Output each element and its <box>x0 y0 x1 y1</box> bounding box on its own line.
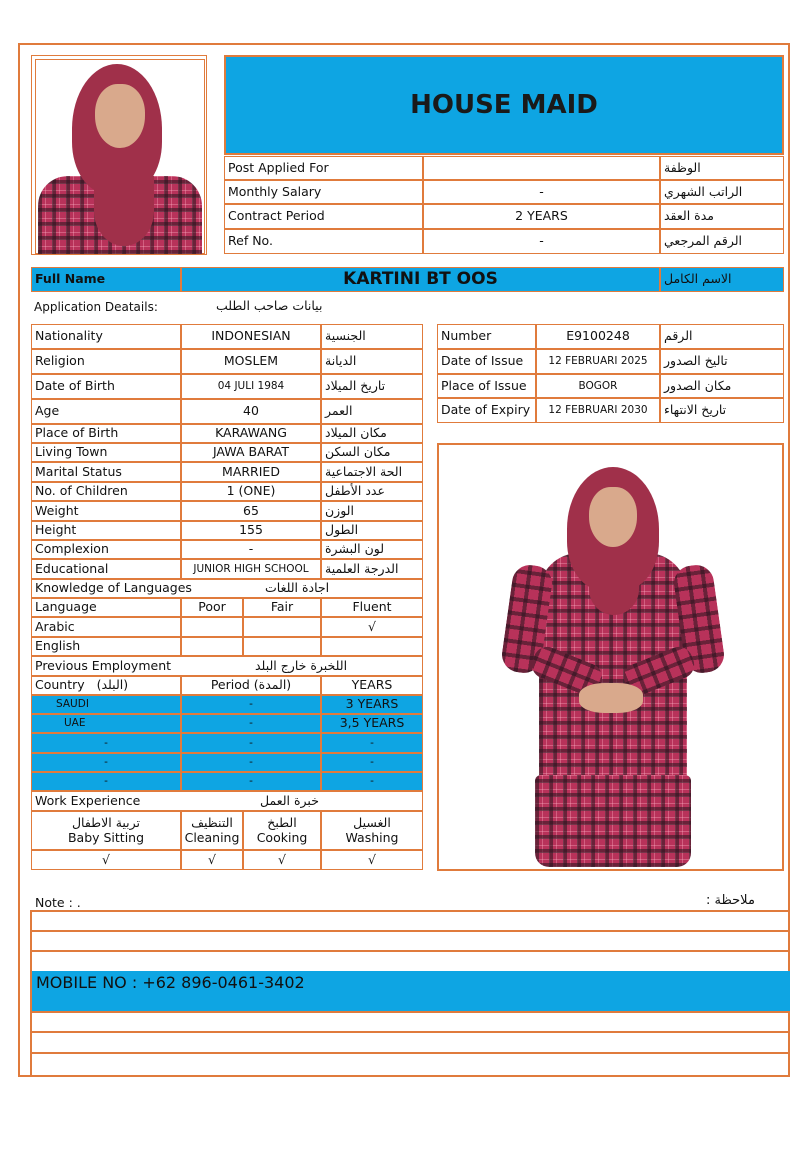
full-name-arabic: الاسم الكامل <box>660 267 784 292</box>
age-value: 40 <box>181 399 321 424</box>
children-arabic: عدد الأطفل <box>321 482 423 501</box>
post-applied-label: Post Applied For <box>224 156 423 180</box>
full-body-photo <box>437 443 784 871</box>
weight-label: Weight <box>31 501 181 521</box>
religion-arabic: الديانة <box>321 349 423 374</box>
living-town-arabic: مكان السكن <box>321 443 423 462</box>
education-label: Educational <box>31 559 181 579</box>
complexion-value: - <box>181 540 321 559</box>
passport-number-label: Number <box>437 324 536 349</box>
full-name-value: KARTINI BT OOS <box>181 267 660 292</box>
experience-label: Work Experience خبرة العمل <box>31 791 423 811</box>
english-language: English <box>31 637 181 656</box>
date-of-issue-label: Date of Issue <box>437 349 536 374</box>
date-of-expiry-arabic: تاريخ الانتهاء <box>660 398 784 423</box>
date-of-expiry-label: Date of Expiry <box>437 398 536 423</box>
country-header: Country (البلد) <box>31 676 181 695</box>
employment-years: 3,5 YEARS <box>321 714 423 733</box>
complexion-arabic: لون البشرة <box>321 540 423 559</box>
poor-header: Poor <box>181 598 243 617</box>
place-of-issue-arabic: مكان الصدور <box>660 374 784 398</box>
divider <box>31 1031 790 1033</box>
place-of-birth-value: KARAWANG <box>181 424 321 443</box>
employment-row: - <box>31 733 181 753</box>
ref-no-label: Ref No. <box>224 229 423 254</box>
divider <box>31 950 790 952</box>
education-arabic: الدرجة العلمية <box>321 559 423 579</box>
language-header: Language <box>31 598 181 617</box>
date-of-issue-value: 12 FEBRUARI 2025 <box>536 349 660 374</box>
children-label: No. of Children <box>31 482 181 501</box>
mobile-banner-strip <box>31 995 790 1011</box>
post-applied-value <box>423 156 660 180</box>
place-of-issue-label: Place of Issue <box>437 374 536 398</box>
monthly-salary-arabic: الراتب الشهري <box>660 180 784 204</box>
fair-header: Fair <box>243 598 321 617</box>
ref-no-arabic: الرقم المرجعي <box>660 229 784 254</box>
place-of-birth-arabic: مكان الميلاد <box>321 424 423 443</box>
baby-sitting-check: √ <box>31 850 181 870</box>
employment-years: - <box>321 772 423 791</box>
religion-value: MOSLEM <box>181 349 321 374</box>
arabic-fair <box>243 617 321 637</box>
dob-arabic: تاريخ الميلاد <box>321 374 423 399</box>
employment-row: UAE <box>31 714 181 733</box>
period-header: Period (المدة) <box>181 676 321 695</box>
children-value: 1 (ONE) <box>181 482 321 501</box>
application-arabic: بيانات صاحب الطلب <box>216 298 323 313</box>
employment-years: 3 YEARS <box>321 695 423 714</box>
marital-status-label: Marital Status <box>31 462 181 482</box>
ref-no-value: - <box>423 229 660 254</box>
cleaning-cell: التنظيف Cleaning <box>181 811 243 850</box>
washing-check: √ <box>321 850 423 870</box>
employment-period: - <box>181 753 321 772</box>
living-town-value: JAWA BARAT <box>181 443 321 462</box>
contract-period-value: 2 YEARS <box>423 204 660 229</box>
place-of-issue-value: BOGOR <box>536 374 660 398</box>
post-applied-arabic: الوظفة <box>660 156 784 180</box>
date-of-expiry-value: 12 FEBRUARI 2030 <box>536 398 660 423</box>
passport-number-arabic: الرقم <box>660 324 784 349</box>
contract-period-label: Contract Period <box>224 204 423 229</box>
portrait-photo <box>31 55 207 255</box>
height-value: 155 <box>181 521 321 540</box>
cleaning-check: √ <box>181 850 243 870</box>
marital-status-value: MARRIED <box>181 462 321 482</box>
passport-number-value: E9100248 <box>536 324 660 349</box>
cooking-check: √ <box>243 850 321 870</box>
arabic-language: Arabic <box>31 617 181 637</box>
dob-value: 04 JULI 1984 <box>181 374 321 399</box>
education-value: JUNIOR HIGH SCHOOL <box>181 559 321 579</box>
contract-period-arabic: مدة العقد <box>660 204 784 229</box>
employment-row: - <box>31 753 181 772</box>
height-label: Height <box>31 521 181 540</box>
age-arabic: العمر <box>321 399 423 424</box>
divider <box>31 1011 790 1013</box>
living-town-label: Living Town <box>31 443 181 462</box>
arabic-poor <box>181 617 243 637</box>
monthly-salary-label: Monthly Salary <box>224 180 423 204</box>
employment-period: - <box>181 772 321 791</box>
note-label: Note : . <box>35 895 81 910</box>
english-fluent <box>321 637 423 656</box>
height-arabic: الطول <box>321 521 423 540</box>
left-border <box>30 910 32 1076</box>
date-of-issue-arabic: تاليخ الصدور <box>660 349 784 374</box>
employment-period: - <box>181 714 321 733</box>
english-poor <box>181 637 243 656</box>
nationality-label: Nationality <box>31 324 181 349</box>
weight-arabic: الوزن <box>321 501 423 521</box>
page-title: HOUSE MAID <box>224 55 784 155</box>
employment-period: - <box>181 733 321 753</box>
washing-cell: الغسيل Washing <box>321 811 423 850</box>
arabic-fluent: √ <box>321 617 423 637</box>
employment-row: - <box>31 772 181 791</box>
complexion-label: Complexion <box>31 540 181 559</box>
age-label: Age <box>31 399 181 424</box>
weight-value: 65 <box>181 501 321 521</box>
marital-status-arabic: الحة الاجتماعية <box>321 462 423 482</box>
languages-label: Knowledge of Languages اجادة اللغات <box>31 579 423 598</box>
years-header: YEARS <box>321 676 423 695</box>
nationality-value: INDONESIAN <box>181 324 321 349</box>
application-label: Application Deatails: <box>34 300 158 314</box>
divider <box>31 930 790 932</box>
note-line <box>31 910 790 912</box>
full-name-label: Full Name <box>31 267 181 292</box>
employment-years: - <box>321 733 423 753</box>
employment-row: SAUDI <box>31 695 181 714</box>
cooking-cell: الطبخ Cooking <box>243 811 321 850</box>
employment-label: Previous Employment اللخبرة خارج البلد <box>31 656 423 676</box>
fluent-header: Fluent <box>321 598 423 617</box>
note-arabic: ملاحظة : <box>706 893 755 908</box>
employment-years: - <box>321 753 423 772</box>
baby-sitting-cell: تربية الاطفال Baby Sitting <box>31 811 181 850</box>
place-of-birth-label: Place of Birth <box>31 424 181 443</box>
nationality-arabic: الجنسية <box>321 324 423 349</box>
employment-period: - <box>181 695 321 714</box>
english-fair <box>243 637 321 656</box>
divider <box>31 1052 790 1054</box>
mobile-number-banner: MOBILE NO : +62 896-0461-3402 <box>31 971 790 995</box>
religion-label: Religion <box>31 349 181 374</box>
monthly-salary-value: - <box>423 180 660 204</box>
dob-label: Date of Birth <box>31 374 181 399</box>
